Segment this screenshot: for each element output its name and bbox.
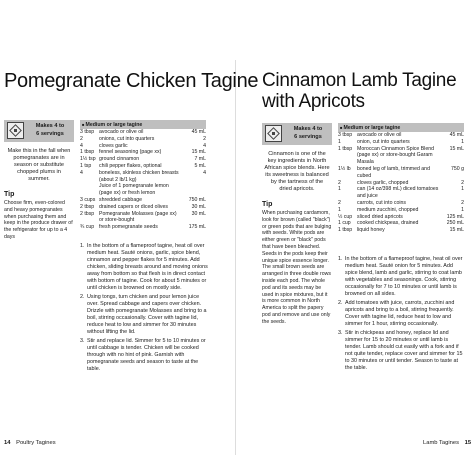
ingredient-quantity: 3 cups (80, 196, 96, 203)
servings-box (4, 120, 74, 142)
ingredient-name: onion, cut into quarters (357, 138, 410, 145)
step-text: In the bottom of a flameproof tagine, heat oil over medium heat. Sauté onion for 5 minutes. Add spice blend, lamb and garlic, stirring to coat lamb with vegetables and seasonings. Cook, stirring occasionally for 7 to 10 minutes or until lamb is browned on all sides. (345, 256, 463, 297)
ingredient-name: liquid honey (357, 227, 385, 234)
recipe-intro: Cinnamon is one of the key ingredients in North African spice blends. Here its sweetness is balanced by the tartness of the dried apricots. (264, 151, 330, 192)
ingredient-row (80, 170, 206, 184)
ingredient-name: cooked chickpeas, drained (357, 220, 419, 227)
recipe-sidebar (4, 120, 74, 241)
ingredient-quantity: 1 tbsp (80, 149, 95, 156)
ingredient-quantity: 3 tbsp (338, 132, 353, 138)
ingredient-quantity: 1 tbsp (338, 227, 353, 234)
ingredient-name: Moroccan Cinnamon Spice Blend (page xx) or store-bought Garam Masala (357, 145, 434, 166)
tip-title: Tip (262, 201, 273, 208)
method-step (80, 338, 208, 373)
ingredient-quantity: 1 tbsp (338, 145, 353, 152)
tip-text: Choose firm, even-colored and heavy pomegranates when purchasing them and keep in the produce drawer of the refrigerator for up to a 4 days (4, 200, 73, 240)
method-steps (338, 256, 466, 374)
method-step (338, 300, 466, 328)
ingredient-metric: 15 mL (449, 227, 464, 234)
ingredient-metric: 1 (461, 186, 464, 193)
step-text: Using tongs, turn chicken and pour lemon juice over. Spread cabbage and capers over chicken. Drizzle with pomegranate Molasses and bring to a boil, stirring occasionally. Cover with tagine lid, reduce heat to low and simmer for 30 minutes without lifting the lid. (87, 294, 207, 335)
ingredient-row (338, 186, 464, 200)
equipment-header: ■ Medium or large tagine (338, 123, 464, 132)
step-text: In the bottom of a flameproof tagine, heat oil over medium heat. Sauté onions, garlic, spice blend, cinnamon and pepper flakes for 5 minutes. Add chicken, sliding breasts around and moving onions away from bottom so that flesh is in direct contact with bottom of tagine. Cook for about 5 minutes or until chicken is browned on mostly side. (87, 243, 208, 291)
ingredient-name: Pomegranate Molasses (page xx) or store-bought (99, 210, 177, 224)
page-footer (423, 440, 471, 446)
right-page (236, 0, 473, 473)
step-text: Add tomatoes with juice, carrots, zucchini and apricots and bring to a boil, stirring frequently. Cover with tagine lid, reduce heat to low and simmer for 1 hour, stirring occasionally. (345, 300, 455, 327)
ingredient-metric: 15 mL (449, 145, 464, 152)
ingredient-metric: 2 (203, 135, 206, 142)
ingredient-row (338, 207, 464, 214)
ingredient-metric: 30 mL (191, 203, 206, 210)
ingredient-metric: 30 mL (191, 210, 206, 217)
ingredient-name: onions, cut into quarters (99, 135, 155, 142)
ingredient-name: drained capers or diced olives (99, 203, 168, 210)
ingredient-metric: 2 (461, 179, 464, 186)
title-line: with Apricots (262, 91, 365, 112)
ingredient-name: sliced dried apricots (357, 213, 403, 220)
ingredient-row (338, 146, 464, 166)
ingredient-quantity: ½ cup (338, 213, 353, 220)
step-number: 1. (338, 256, 343, 262)
ingredient-quantity: 4 (80, 169, 83, 176)
step-text: Stir in chickpeas and honey, replace lid and simmer for 15 to 20 minutes or until lamb is tender. Lamb should cut easily with a fork and if not quite tender, replace cover and simmer for 15 to 30 minutes or until tender. Season to taste at the table. (345, 330, 463, 371)
recipe-sidebar (262, 123, 332, 326)
ingredient-row (338, 214, 464, 221)
method-step (80, 294, 208, 336)
ingredient-row (80, 197, 206, 204)
ingredient-metric: 250 mL (446, 220, 464, 227)
ingredient-metric: 4 (203, 169, 206, 176)
ingredients-list (80, 120, 206, 231)
ingredient-name: ground cinnamon (99, 156, 140, 163)
step-number: 3. (80, 338, 85, 344)
ingredient-quantity: 1½ lb (338, 165, 351, 172)
tagine-tile-icon (265, 125, 282, 142)
method-step (80, 243, 208, 292)
ingredient-row (80, 183, 206, 197)
ingredient-name: fennel seasoning (page xx) (99, 149, 162, 156)
step-text: Stir and replace lid. Simmer for 5 to 10 minutes or until cabbage is tender. Chicken will be cooked through with no hint of pink. Garnish with pomegranate seeds and season to taste at the table. (87, 338, 206, 372)
ingredient-metric: 125 mL (446, 213, 464, 220)
method-step (338, 256, 466, 298)
ingredient-metric: 45 mL (449, 132, 464, 138)
ingredient-metric: 1 (461, 206, 464, 213)
ingredient-metric (182, 183, 206, 197)
servings-line: Makes 4 to (35, 123, 65, 129)
ingredient-name: chili pepper flakes, optional (99, 162, 162, 169)
step-number: 2. (338, 300, 343, 306)
ingredient-metric: 15 mL (191, 149, 206, 156)
ingredient-metric: 1 (461, 138, 464, 145)
recipe-intro: Make this in the fall when pomegranates are in season or substitute chopped plums in summer. (7, 148, 71, 182)
ingredient-quantity: 2 (338, 199, 341, 206)
section-label: Lamb Tagines (423, 440, 459, 446)
recipe-title: Pomegranate Chicken Tagine (4, 70, 259, 92)
ingredient-name: boned leg of lamb, trimmed and cubed (357, 165, 430, 179)
ingredient-row (80, 143, 206, 150)
equipment-header: ■ Medium or large tagine (80, 120, 206, 129)
ingredient-name: can (14 oz/398 mL) diced tomatoes and juice (357, 186, 439, 200)
ingredient-quantity: 2 (338, 179, 341, 186)
step-number: 3. (338, 330, 343, 336)
ingredient-quantity: 2 tbsp (80, 210, 95, 217)
ingredient-row (338, 139, 464, 146)
ingredient-row (80, 129, 206, 136)
tip-text: When purchasing cardamom, look for brown (called "black") or green pods that are bulging with seeds. White pods are either green or "black" pods that have been bleached. Seeds in the pods keep their unique spice essence longer. The small brown seeds are arranged in three double rows inside each pod. The whole pod and its seeds may be used in spice mixtures, but it is more common in North America to split the papery pod and remove and use only the seeds. (262, 210, 332, 325)
ingredient-name: avocado or olive oil (357, 132, 402, 138)
ingredient-row (80, 156, 206, 163)
ingredient-name: shredded cabbage (99, 196, 142, 203)
tip-title: Tip (4, 191, 15, 198)
servings-box (262, 123, 332, 145)
ingredient-quantity: 1½ tsp (80, 156, 96, 163)
ingredient-name: fresh pomegranate seeds (99, 224, 158, 231)
ingredient-row (338, 180, 464, 187)
title-line: Cinnamon Lamb Tagine (262, 70, 457, 91)
ingredient-name: cloves garlic (99, 142, 128, 149)
ingredient-metric: 4 (203, 142, 206, 149)
ingredients-list (338, 123, 464, 234)
page-number: 15 (464, 440, 472, 446)
ingredient-row (338, 227, 464, 234)
ingredient-metric: 5 mL (194, 162, 206, 169)
ingredient-row (80, 136, 206, 143)
ingredient-quantity: 2 (80, 135, 83, 142)
ingredient-row (80, 163, 206, 170)
step-number: 1. (80, 243, 85, 249)
servings-line: Makes 4 to (293, 126, 323, 132)
ingredient-metric: 7 mL (194, 156, 206, 163)
ingredient-quantity: ¾ cup (80, 224, 95, 231)
ingredient-quantity: 1 (338, 206, 341, 213)
ingredient-quantity: 1 (338, 186, 341, 193)
ingredient-name: Juice of 1 pomegranate lemon (page xx) or fresh lemon (99, 183, 169, 197)
ingredient-row (80, 224, 206, 231)
ingredient-row (80, 149, 206, 156)
section-label: Poultry Tagines (16, 440, 56, 446)
step-number: 2. (80, 294, 85, 300)
method-steps (80, 243, 208, 375)
ingredient-metric: 750 mL (188, 196, 206, 203)
ingredient-name: medium zucchini, chopped (357, 206, 419, 213)
method-step (338, 330, 466, 372)
page-number: 14 (4, 440, 11, 446)
tagine-tile-icon (7, 122, 24, 139)
ingredient-row (338, 200, 464, 207)
ingredient-quantity: 3 tbsp (80, 129, 95, 135)
ingredient-row (338, 166, 464, 180)
ingredient-name: cloves garlic, chopped (357, 179, 409, 186)
ingredient-row (80, 211, 206, 225)
servings-line: 6 servings (294, 134, 322, 140)
ingredient-quantity: 1 cup (338, 220, 351, 227)
ingredient-quantity: 2 tbsp (80, 203, 95, 210)
ingredient-quantity: 1 (338, 138, 341, 145)
ingredient-metric: 750 g (451, 165, 464, 172)
ingredient-name: avocado or olive oil (99, 129, 144, 135)
ingredient-row (338, 132, 464, 139)
ingredient-metric: 175 mL (188, 224, 206, 231)
ingredient-quantity: 1 tsp (80, 162, 92, 169)
ingredient-quantity: 4 (80, 142, 83, 149)
ingredient-name: carrots, cut into coins (357, 199, 407, 206)
ingredient-name: boneless, skinless chicken breasts (about 2 lb/1 kg) (99, 169, 179, 183)
ingredient-row (338, 220, 464, 227)
servings-line: 6 servings (36, 131, 64, 137)
ingredient-metric: 45 mL (191, 129, 206, 135)
ingredient-quantity (80, 183, 99, 197)
ingredient-row (80, 204, 206, 211)
ingredient-metric: 2 (461, 199, 464, 206)
page-footer (4, 440, 56, 446)
recipe-title (262, 70, 456, 112)
